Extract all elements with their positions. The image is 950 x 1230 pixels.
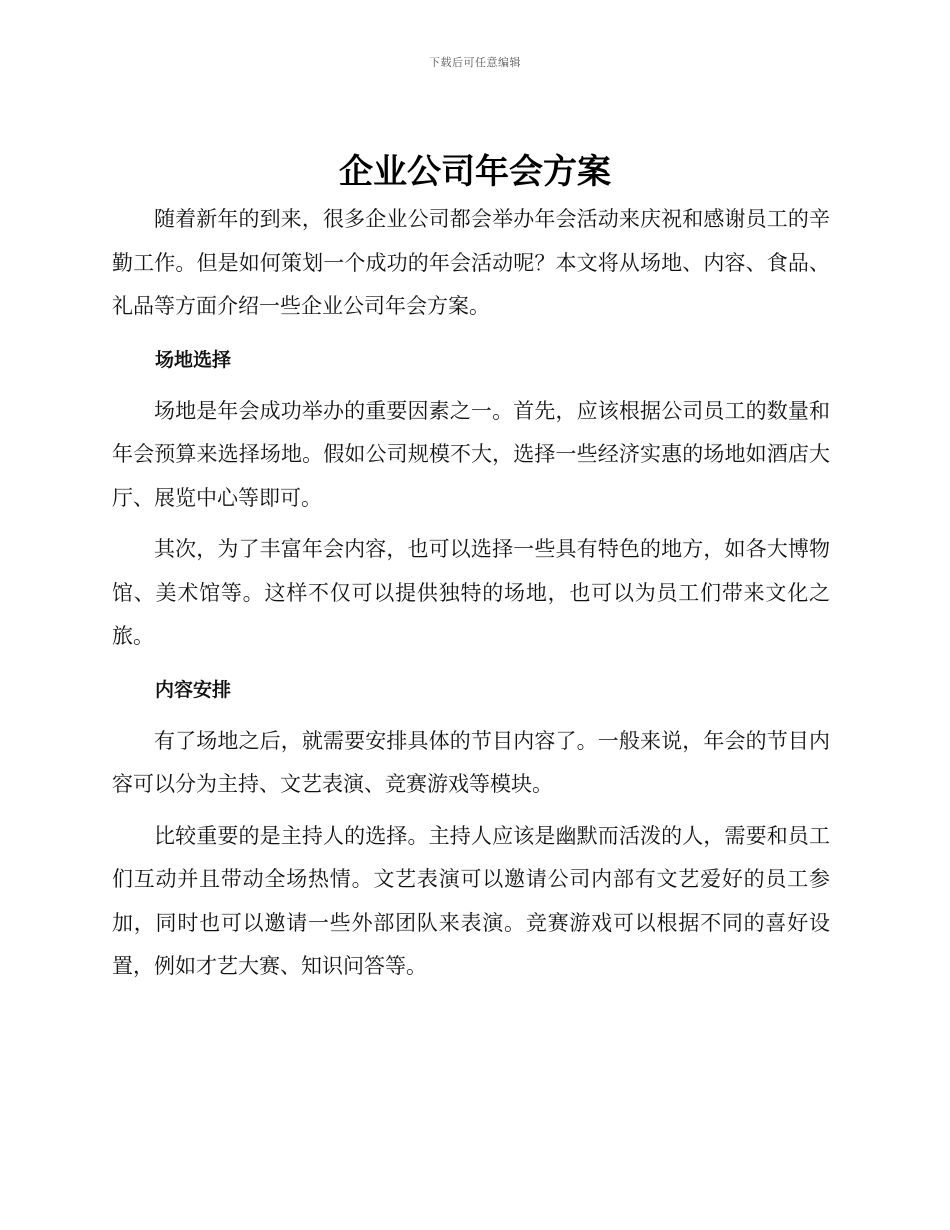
document-title: 企业公司年会方案	[339, 152, 611, 192]
content-paragraph-1: 有了场地之后，就需要安排具体的节目内容了。一般来说，年会的节目内容可以分为主持、文艺表演、竞赛游戏等模块。	[112, 728, 830, 796]
header-note: 下载后可任意编辑	[429, 56, 521, 69]
content-paragraph-2: 比较重要的是主持人的选择。主持人应该是幽默而活泼的人，需要和员工们互动并且带动全场热情。文艺表演可以邀请公司内部有文艺爱好的员工参加，同时也可以邀请一些外部团队来表演。竞赛游戏可以根据不同的喜好设置，例如才艺大赛、知识问答等。	[112, 823, 830, 978]
section-heading-content: 内容安排	[155, 678, 232, 701]
venue-paragraph-2: 其次，为了丰富年会内容，也可以选择一些具有特色的地方，如各大博物馆、美术馆等。这样不仅可以提供独特的场地，也可以为员工们带来文化之旅。	[112, 537, 830, 648]
section-heading-venue: 场地选择	[155, 348, 232, 371]
intro-paragraph: 随着新年的到来，很多企业公司都会举办年会活动来庆祝和感谢员工的辛勤工作。但是如何策划一个成功的年会活动呢？本文将从场地、内容、食品、礼品等方面介绍一些企业公司年会方案。	[112, 207, 830, 318]
venue-paragraph-1: 场地是年会成功举办的重要因素之一。首先，应该根据公司员工的数量和年会预算来选择场地。假如公司规模不大，选择一些经济实惠的场地如酒店大厅、展览中心等即可。	[112, 398, 830, 510]
document-body	[112, 198, 830, 989]
